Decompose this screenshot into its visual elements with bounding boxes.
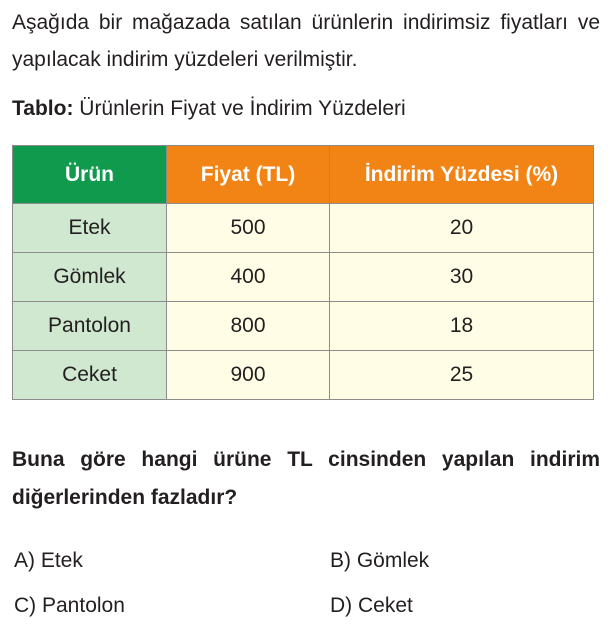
cell-price: 500 xyxy=(167,204,330,253)
cell-product: Gömlek xyxy=(13,253,167,302)
cell-discount: 30 xyxy=(330,253,594,302)
cell-discount: 25 xyxy=(330,351,594,400)
cell-price: 900 xyxy=(167,351,330,400)
table-header-row xyxy=(13,146,594,204)
table-row xyxy=(13,253,594,302)
option-a[interactable]: A) Etek xyxy=(14,549,83,572)
cell-product: Ceket xyxy=(13,351,167,400)
table-row xyxy=(13,204,594,253)
cell-product: Etek xyxy=(13,204,167,253)
cell-price: 800 xyxy=(167,302,330,351)
option-d[interactable]: D) Ceket xyxy=(330,594,413,617)
cell-discount: 20 xyxy=(330,204,594,253)
price-table xyxy=(12,145,594,400)
cell-discount: 18 xyxy=(330,302,594,351)
table-caption-label: Tablo: xyxy=(12,97,74,120)
table-row xyxy=(13,351,594,400)
cell-price: 400 xyxy=(167,253,330,302)
option-b[interactable]: B) Gömlek xyxy=(330,549,430,572)
header-price: Fiyat (TL) xyxy=(167,146,330,204)
option-c[interactable]: C) Pantolon xyxy=(14,594,125,617)
table-row xyxy=(13,302,594,351)
header-product: Ürün xyxy=(13,146,167,204)
table-caption-title: Ürünlerin Fiyat ve İndirim Yüzdeleri xyxy=(73,97,406,120)
cell-product: Pantolon xyxy=(13,302,167,351)
header-discount: İndirim Yüzdesi (%) xyxy=(330,146,594,204)
table-caption xyxy=(12,94,406,124)
question-text: Buna göre hangi ürüne TL cinsinden yapılan indirim diğerlerinden fazladır? xyxy=(12,448,600,509)
intro-text: Aşağıda bir mağazada satılan ürünlerin indirimsiz fiyatları ve yapılacak indirim yüzdeleri verilmiştir. xyxy=(12,11,600,71)
